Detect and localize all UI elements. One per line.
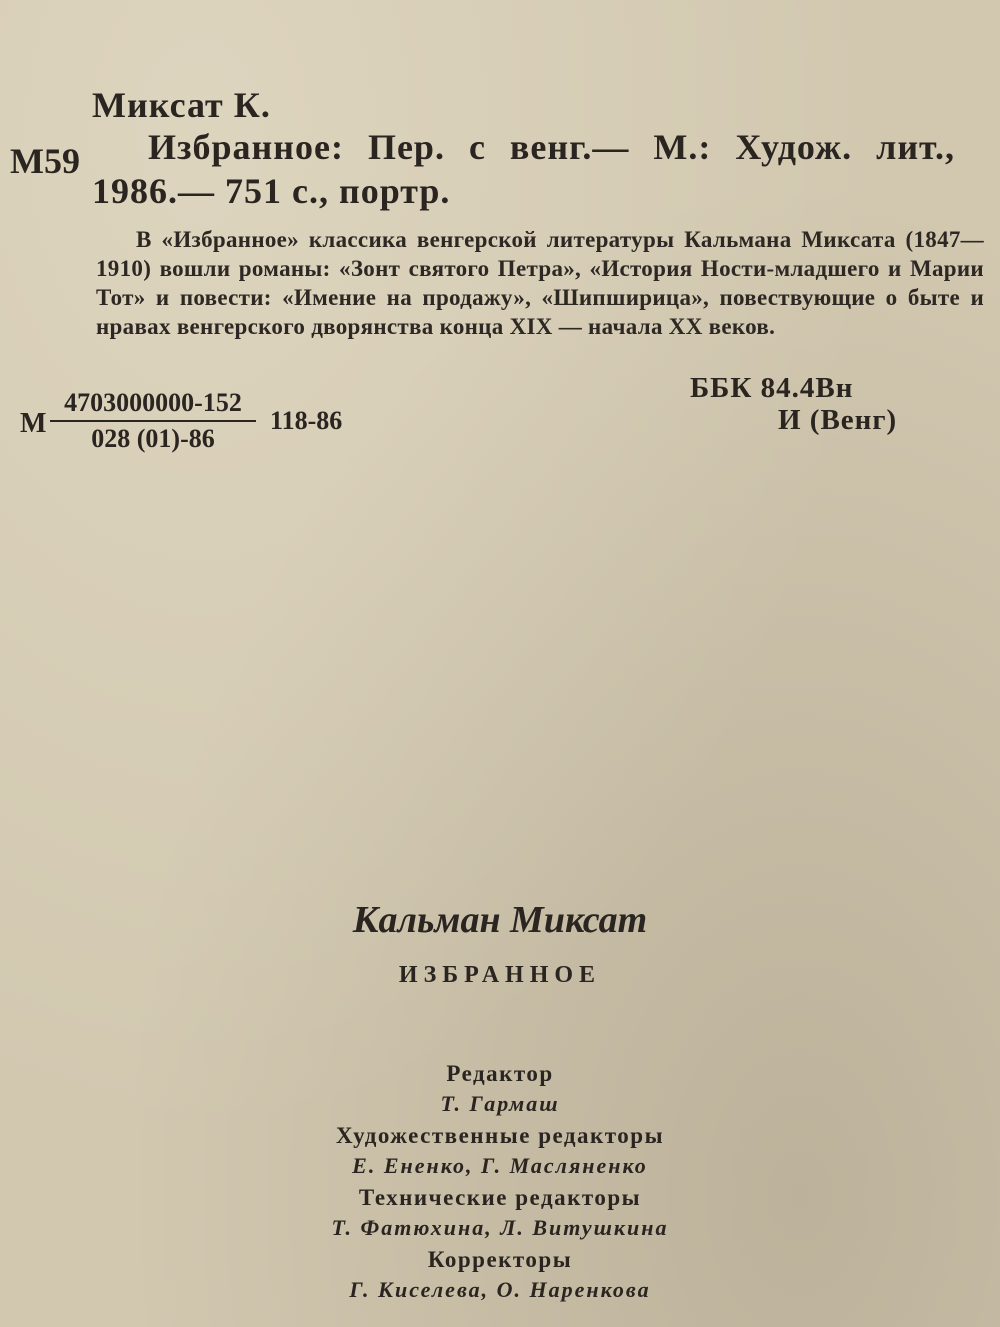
classification-fraction xyxy=(50,388,256,454)
book-title: ИЗБРАННОЕ xyxy=(398,962,602,988)
call-number: М59 xyxy=(10,141,80,181)
credit-role-tech-editors: Технические редакторы xyxy=(358,1185,642,1210)
fraction-numerator: 4703000000-152 xyxy=(64,388,242,417)
credit-names-art-editors: Е. Ененко, Г. Масляненко xyxy=(352,1153,648,1178)
book-author: Кальман Миксат xyxy=(352,899,648,941)
catalog-title-line: Избранное: Пер. с венг.— М.: Худож. лит., xyxy=(148,127,956,167)
annotation-paragraph: В «Избранное» классика венгерской литературы Кальмана Миксата (1847—1910) вошли романы: «Зонт святого Петра», «История Ности-младшего и Марии Тот» и повести: «Имение на продажу», «Шипширица», повествующие о быте и нравах венгерского дворянства конца XIX — начала XX веков. xyxy=(96,227,984,339)
credit-role-art-editors: Художественные редакторы xyxy=(335,1123,665,1148)
bbk-subcode: И (Венг) xyxy=(778,404,898,436)
credit-role-editor: Редактор xyxy=(446,1061,554,1086)
classification-code: 118-86 xyxy=(270,406,343,435)
credit-names-editor: Т. Гармаш xyxy=(440,1091,560,1116)
credits-block xyxy=(0,1060,1000,1308)
credit-names-tech-editors: Т. Фатюхина, Л. Витушкина xyxy=(331,1215,669,1240)
credit-names-proofreaders: Г. Киселева, О. Наренкова xyxy=(349,1277,651,1302)
catalog-author: Миксат К. xyxy=(92,85,271,125)
catalog-year-line: 1986.— 751 с., портр. xyxy=(92,171,451,211)
fraction-bar xyxy=(50,420,256,422)
bbk-code: ББК 84.4Вн xyxy=(690,372,854,404)
fraction-denominator: 028 (01)-86 xyxy=(91,424,215,453)
credit-role-proofreaders: Корректоры xyxy=(427,1247,573,1272)
classification-letter: М xyxy=(20,408,47,439)
